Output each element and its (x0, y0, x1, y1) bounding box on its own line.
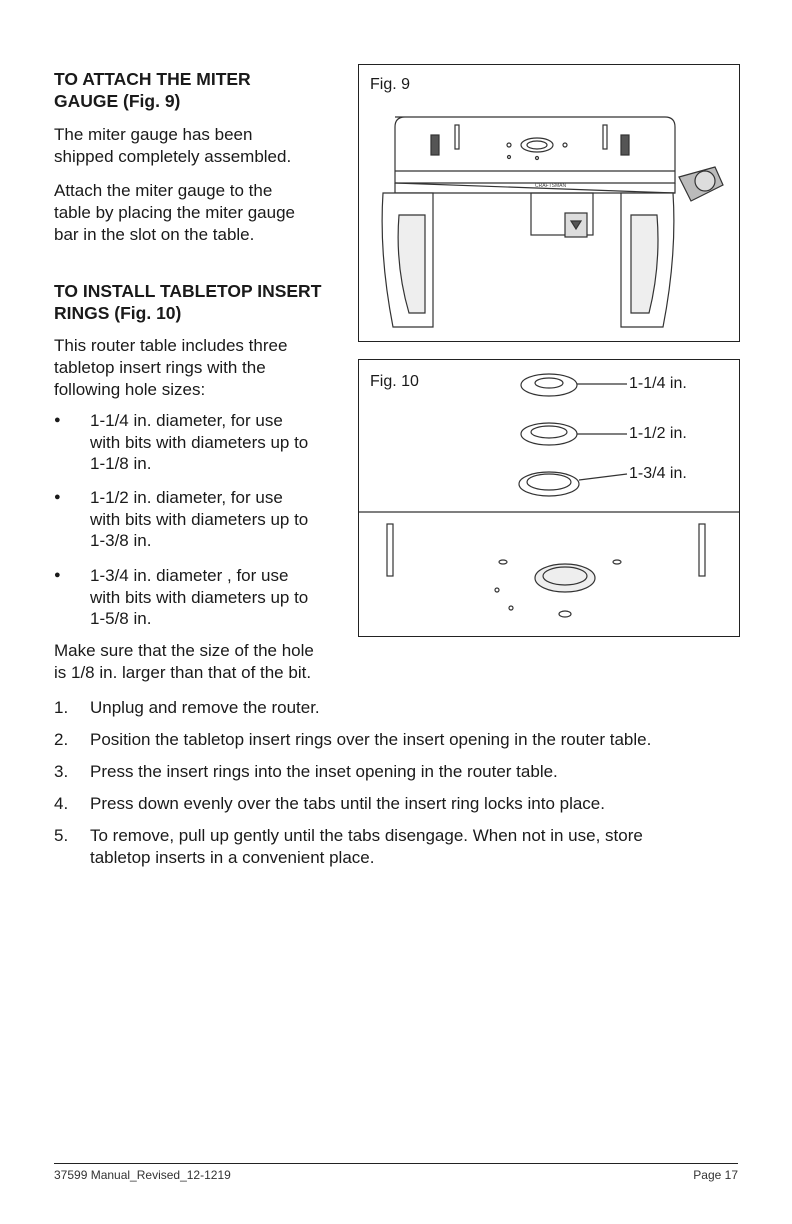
brand-text: CRAFTSMAN (535, 183, 567, 189)
step-text: Unplug and remove the router. (90, 698, 320, 717)
bullet-item (54, 487, 309, 552)
bullet-dot-icon: ● (54, 569, 61, 581)
figure-10 (358, 359, 740, 637)
step-text: tabletop inserts in a convenient place. (90, 847, 375, 867)
step-number: 1. (54, 698, 69, 717)
step-number: 5. (54, 826, 69, 845)
bullet-item (54, 410, 309, 475)
step-text: Position the tabletop insert rings over the insert opening in the router table. (90, 730, 652, 749)
paragraph-line: Attach the miter gauge to the (54, 181, 273, 200)
figure-9-label: Fig. 9 (370, 76, 411, 93)
heading-attach-miter-line1: TO ATTACH THE MITER (54, 69, 251, 89)
ring-label-1-3-4: 1-3/4 in. (629, 465, 687, 482)
bullet-line: 1-3/4 in. diameter , for use (90, 566, 289, 585)
step-number: 2. (54, 730, 69, 749)
bullet-line: with bits with diameters up to (90, 587, 309, 607)
step-item (54, 697, 320, 719)
paragraph-line: bar in the slot on the table. (54, 225, 255, 244)
heading-attach-miter-line2: GAUGE (Fig. 9) (54, 91, 181, 111)
bullet-line: with bits with diameters up to (90, 509, 309, 529)
paragraph-line: This router table includes three (54, 336, 288, 355)
bullet-line: 1-5/8 in. (90, 609, 152, 628)
step-item (54, 793, 605, 815)
bullet-item (54, 565, 309, 630)
heading-install-rings-line2: RINGS (Fig. 10) (54, 303, 182, 323)
bullet-dot-icon: ● (54, 414, 61, 426)
step-text: Press the insert rings into the inset opening in the router table. (90, 762, 558, 781)
footer-divider (54, 1163, 738, 1164)
paragraph-line: Make sure that the size of the hole (54, 641, 314, 660)
step-text: Press down evenly over the tabs until the insert ring locks into place. (90, 794, 605, 813)
heading-install-rings-line1: TO INSTALL TABLETOP INSERT (54, 281, 322, 301)
bullet-line: 1-1/8 in. (90, 454, 152, 473)
ring-label-1-1-4: 1-1/4 in. (629, 375, 687, 392)
step-item (54, 761, 558, 783)
bullet-line: 1-1/2 in. diameter, for use (90, 488, 283, 507)
figure-9 (358, 64, 740, 342)
step-item (54, 825, 643, 868)
paragraph-line: shipped completely assembled. (54, 147, 292, 166)
router-table-illustration (359, 65, 739, 341)
bullet-line: 1-3/8 in. (90, 531, 152, 550)
paragraph-line: table by placing the miter gauge (54, 203, 295, 222)
step-item (54, 729, 652, 751)
bullet-dot-icon: ● (54, 491, 61, 503)
footer-document-id: 37599 Manual_Revised_12-1219 (54, 1168, 231, 1182)
paragraph-line: tabletop insert rings with the (54, 358, 266, 377)
figure-10-label: Fig. 10 (370, 373, 419, 390)
bullet-line: 1-1/4 in. diameter, for use (90, 411, 283, 430)
step-number: 3. (54, 762, 69, 781)
step-number: 4. (54, 794, 69, 813)
ring-label-1-1-2: 1-1/2 in. (629, 425, 687, 442)
paragraph-line: following hole sizes: (54, 380, 206, 399)
bullet-line: with bits with diameters up to (90, 432, 309, 452)
step-text: To remove, pull up gently until the tabs disengage. When not in use, store (90, 826, 643, 845)
footer-page-number: Page 17 (693, 1168, 738, 1182)
paragraph-line: The miter gauge has been (54, 125, 253, 144)
paragraph-line: is 1/8 in. larger than that of the bit. (54, 663, 312, 682)
insert-rings-illustration (359, 360, 739, 636)
